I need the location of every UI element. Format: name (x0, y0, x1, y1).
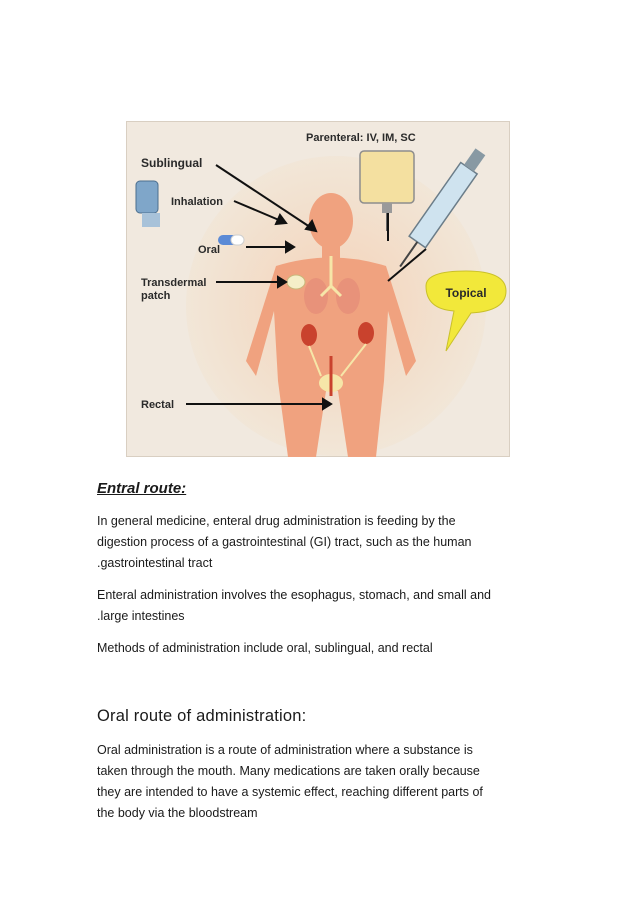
paragraph-enteral-definition (97, 511, 472, 574)
label-topical: Topical (445, 286, 487, 300)
text-line: digestion process of a gastrointestinal (GI) tract, such as the human (97, 535, 472, 549)
text-line: .gastrointestinal tract (97, 556, 213, 570)
text-line: In general medicine, enteral drug administration is feeding by the (97, 514, 456, 528)
text-line: they are intended to have a systemic effect, reaching different parts of (97, 785, 483, 799)
paragraph-enteral-methods (97, 638, 433, 659)
label-rectal: Rectal (141, 399, 175, 411)
text-line: Methods of administration include oral, sublingual, and rectal (97, 641, 433, 655)
paragraph-enteral-organs (97, 585, 491, 627)
label-sublingual: Sublingual (141, 156, 203, 170)
section-heading-oral-route: Oral route of administration: (97, 707, 307, 725)
text-line: taken through the mouth. Many medications are taken orally because (97, 764, 480, 778)
section-heading-entral-route: Entral route: (97, 480, 187, 497)
label-patch: patch (141, 290, 171, 302)
label-inhalation: Inhalation (171, 196, 223, 208)
text-line: .large intestines (97, 609, 185, 623)
routes-of-administration-figure (126, 121, 510, 457)
paragraph-oral-route (97, 740, 483, 824)
text-line: the body via the bloodstream (97, 806, 258, 820)
label-oral: Oral (198, 244, 221, 256)
text-line: Oral administration is a route of administration where a substance is (97, 743, 473, 757)
label-transdermal: Transdermal (141, 277, 207, 289)
patch-icon (287, 275, 305, 289)
pill-icon (218, 235, 244, 245)
figure-illustration (126, 121, 510, 457)
text-line: Enteral administration involves the esophagus, stomach, and small and (97, 588, 491, 602)
label-parenteral: Parenteral: IV, IM, SC (306, 132, 416, 144)
